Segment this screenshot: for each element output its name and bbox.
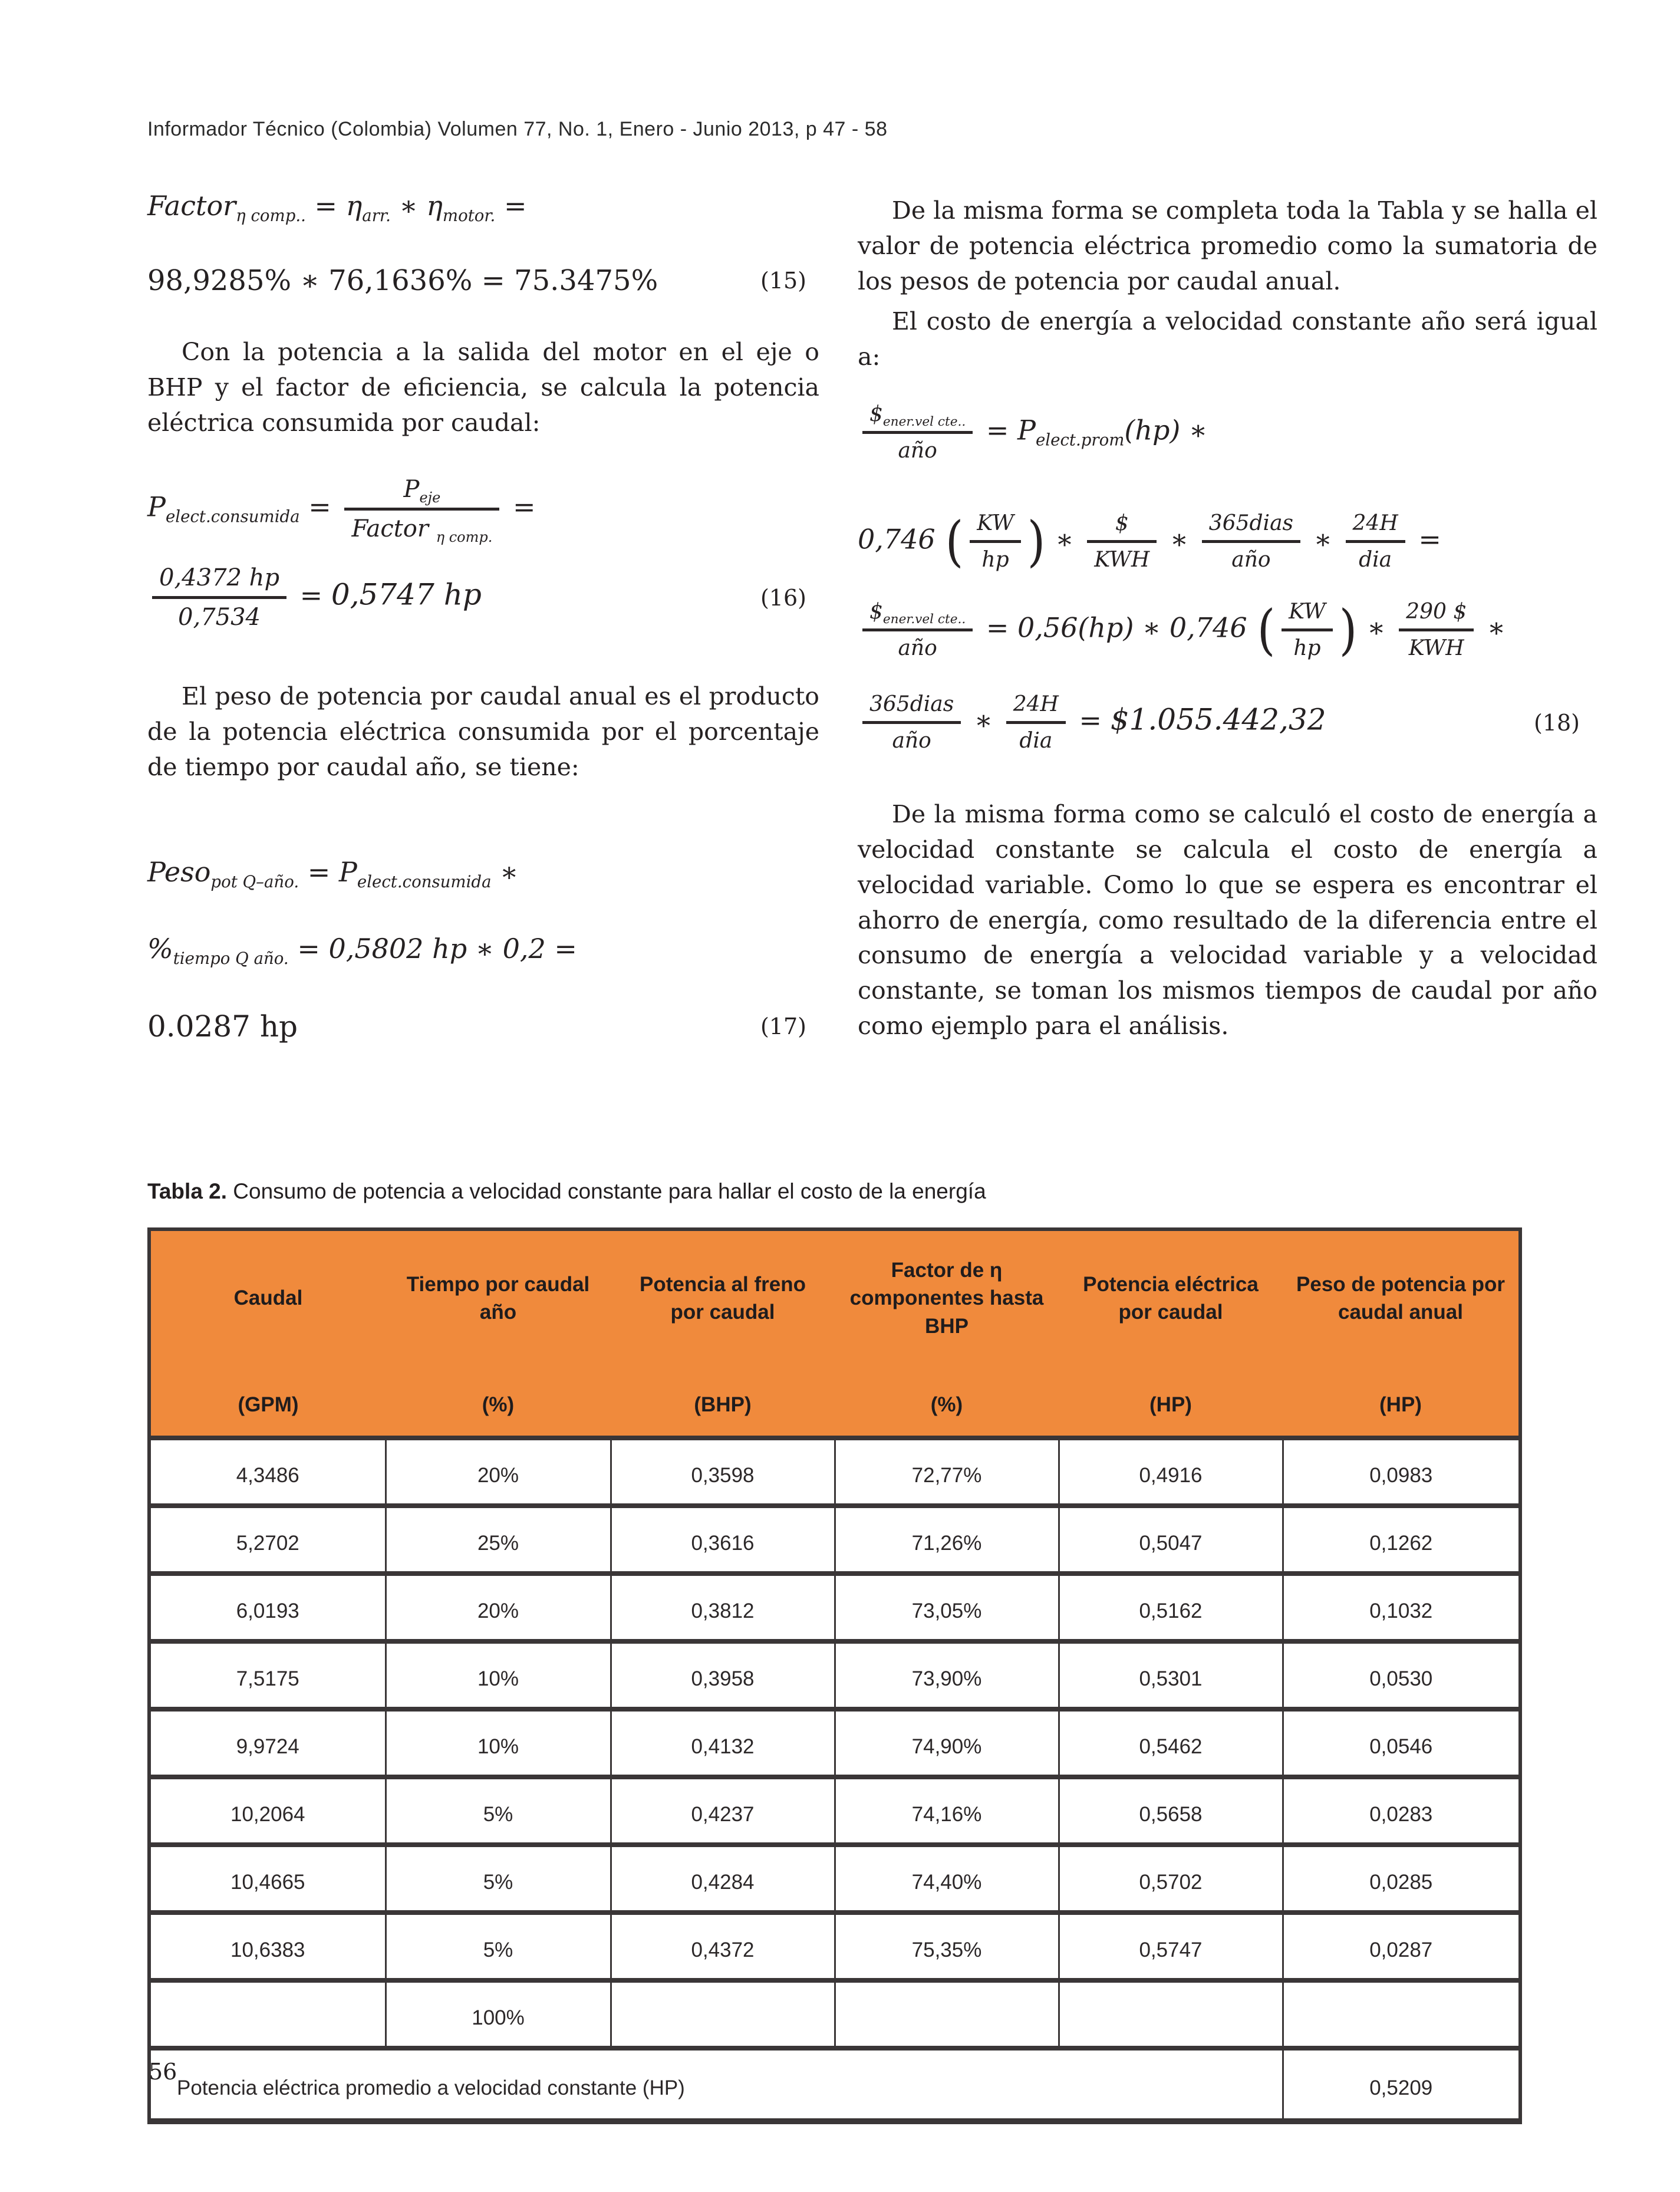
formula-term: P (147, 491, 166, 523)
equation-18-line3 (858, 598, 1597, 661)
fraction-denominator: año (898, 439, 937, 463)
left-parenthesis: ( (1257, 598, 1276, 661)
table-header-units-row (149, 1357, 1520, 1438)
fraction-denominator: año (892, 729, 931, 753)
fraction-numerator: $ (1087, 510, 1157, 543)
table-cell: 5,2702 (149, 1506, 386, 1574)
formula-subscript: η comp. (436, 529, 493, 545)
fraction (152, 563, 286, 632)
table-cell: 6,0193 (149, 1574, 386, 1641)
equals-sign: = (299, 856, 339, 888)
equation-number-16: (16) (760, 584, 806, 611)
formula-coefficient: 0,746 (858, 523, 944, 555)
column-header-potencia-freno: Potencia al freno por caudal (611, 1229, 835, 1357)
formula-term: Factor (147, 190, 236, 222)
table-cell: 5% (386, 1845, 611, 1913)
table-cell: 0,5047 (1059, 1506, 1283, 1574)
column-header-tiempo: Tiempo por caudal año (386, 1229, 611, 1357)
column-header-factor: Factor de η componentes hasta BHP (835, 1229, 1059, 1357)
table-cell (835, 1980, 1059, 2048)
equation-15-line1 (147, 190, 819, 226)
table-row (149, 1438, 1520, 1506)
fraction-numerator: 24H (1346, 510, 1405, 543)
equals-sign: = (495, 190, 527, 222)
multiply-sign: ∗ (390, 190, 427, 222)
table-cell: 0,3812 (611, 1574, 835, 1641)
multiply-sign: ∗ (1478, 611, 1506, 644)
equation-17-line1 (147, 856, 819, 892)
table-title-text: Consumo de potencia a velocidad constante para hallar el costo de la energía (227, 1179, 986, 1203)
table-cell: 0,0546 (1283, 1709, 1520, 1777)
paragraph-left-2: El peso de potencia por caudal anual es el producto de la potencia eléctrica consumida por el porcentaje de tiempo por caudal año, se tiene: (147, 682, 819, 781)
table-cell: 0,4372 (611, 1913, 835, 1980)
table-cell: 10% (386, 1641, 611, 1709)
column-unit: (HP) (1059, 1357, 1283, 1438)
table-body (149, 1438, 1520, 2121)
fraction-numerator: KW (1282, 598, 1333, 631)
column-unit: (HP) (1283, 1357, 1520, 1438)
formula-result: 0,5747 hp (331, 577, 482, 612)
formula-subscript: eje (419, 489, 441, 506)
table-summary-row (149, 2048, 1520, 2121)
fraction (1399, 598, 1474, 661)
table-cell: 74,90% (835, 1709, 1059, 1777)
formula-term: P (1017, 414, 1036, 446)
formula-subscript: elect.consumida (357, 872, 492, 892)
equation-number-15: (15) (760, 268, 806, 294)
table-title (147, 1179, 1518, 1204)
table-cell: 20% (386, 1438, 611, 1506)
column-unit: (BHP) (611, 1357, 835, 1438)
formula-values: 98,9285% ∗ 76,1636% = 75.3475% (147, 264, 658, 297)
table-cell: 0,5462 (1059, 1709, 1283, 1777)
formula-subscript: ener.vel cte.. (882, 414, 966, 430)
formula-subscript: motor. (442, 206, 496, 226)
equation-number-18: (18) (1533, 709, 1580, 736)
left-parenthesis: ( (946, 509, 964, 573)
fraction-denominator: 0,7534 (178, 604, 261, 631)
table-row (149, 1574, 1520, 1641)
table-cell: 0,0287 (1283, 1913, 1520, 1980)
table-cell: 10,4665 (149, 1845, 386, 1913)
equation-17-line3 (147, 1009, 806, 1044)
formula-term: (hp) ∗ (1124, 414, 1208, 446)
formula-values (147, 563, 482, 632)
fraction-denominator: hp (981, 548, 1009, 572)
formula-result: $1.055.442,32 (1110, 702, 1326, 737)
table-cell: 0,3958 (611, 1641, 835, 1709)
table-cell: 25% (386, 1506, 611, 1574)
formula-subscript: arr. (362, 206, 391, 226)
equation-17-line2 (147, 933, 819, 969)
table-cell (611, 1980, 835, 2048)
tabla-2 (147, 1227, 1522, 2124)
table-cell: 0,5747 (1059, 1913, 1283, 1980)
equation-18-line1 (858, 401, 1597, 464)
fraction-denominator: dia (1359, 548, 1392, 572)
table-cell: 0,5658 (1059, 1777, 1283, 1845)
equation-16-line1 (147, 475, 819, 544)
journal-header: Informador Técnico (Colombia) Volumen 77, No. 1, Enero - Junio 2013, p 47 - 58 (147, 118, 888, 140)
table-cell: 72,77% (835, 1438, 1059, 1506)
formula-term: P (338, 856, 357, 888)
equals-sign: = (299, 491, 340, 523)
formula-subscript: η comp.. (236, 206, 306, 226)
formula-term: η (345, 190, 363, 222)
table-cell: 0,4237 (611, 1777, 835, 1845)
column-unit: (%) (386, 1357, 611, 1438)
right-parenthesis: ) (1339, 598, 1357, 661)
table-cell (1283, 1980, 1520, 2048)
equation-18-line4 (858, 691, 1580, 754)
table-cell: 20% (386, 1574, 611, 1641)
table-row (149, 1709, 1520, 1777)
table-header (149, 1229, 1520, 1438)
equals-sign: = (1070, 704, 1111, 736)
table-cell: 73,90% (835, 1641, 1059, 1709)
fraction-denominator: KWH (1408, 636, 1464, 660)
paragraph-right-3: De la misma forma como se calculó el costo de energía a velocidad constante se calcula el costo de energía a velocidad variable. Como lo que se espera es encontrar el ahorro de energía, como resultado de la diferencia entre el consumo de energía a velocidad variable y a velocidad constante, se toman los mismos tiempos de caudal por año como ejemplo para el análisis. (858, 800, 1597, 1041)
table-title-label: Tabla 2. (147, 1179, 228, 1203)
table-row (149, 1913, 1520, 1980)
table-cell: 71,26% (835, 1506, 1059, 1574)
table-cell: 0,4132 (611, 1709, 835, 1777)
equation-number-17: (17) (760, 1013, 806, 1039)
equals-sign: = (291, 579, 331, 611)
multiply-sign: ∗ (1305, 523, 1341, 555)
equals-sign: = (1409, 523, 1441, 555)
equation-16-line2 (147, 563, 806, 632)
table-cell: 0,0283 (1283, 1777, 1520, 1845)
table-cell: 10,6383 (149, 1913, 386, 1980)
fraction-numerator: 0,4372 hp (152, 563, 286, 599)
column-unit: (GPM) (149, 1357, 386, 1438)
table-cell: 10% (386, 1709, 611, 1777)
fraction (970, 510, 1021, 573)
formula-values (858, 691, 1326, 754)
fraction (1346, 510, 1405, 573)
table-cell: 0,0530 (1283, 1641, 1520, 1709)
formula-term: Peso (147, 856, 211, 888)
formula-subscript: elect.prom (1035, 430, 1125, 450)
table-cell: 74,40% (835, 1845, 1059, 1913)
table-cell: 0,1032 (1283, 1574, 1520, 1641)
multiply-sign: ∗ (1161, 523, 1197, 555)
formula-term: % (147, 933, 173, 965)
column-unit: (%) (835, 1357, 1059, 1438)
formula-result: 0.0287 hp (147, 1009, 298, 1044)
table-total-row (149, 1980, 1520, 2048)
table-cell: 7,5175 (149, 1641, 386, 1709)
summary-value: 0,5209 (1283, 2048, 1520, 2121)
page-number: 56 (149, 2059, 177, 2085)
multiply-sign: ∗ (1358, 611, 1395, 644)
table-row (149, 1506, 1520, 1574)
equals-sign: = (977, 414, 1018, 446)
table-cell: 0,3598 (611, 1438, 835, 1506)
formula-subscript: tiempo Q año. (173, 949, 289, 969)
equals-sign: = (504, 491, 536, 523)
right-parenthesis: ) (1027, 509, 1046, 573)
fraction-numerator: P (403, 476, 420, 503)
equals-sign: = (305, 190, 346, 222)
table-cell: 5% (386, 1913, 611, 1980)
paragraph-left-1: Con la potencia a la salida del motor en el eje o BHP y el factor de eficiencia, se calcula la potencia eléctrica consumida por caudal: (147, 338, 819, 437)
formula-values: = 0,5802 hp ∗ 0,2 = (288, 933, 577, 965)
table-cell: 0,4284 (611, 1845, 835, 1913)
table-cell: 0,5301 (1059, 1641, 1283, 1709)
column-header-potencia-electrica: Potencia eléctrica por caudal (1059, 1229, 1283, 1357)
fraction-numerator: KW (970, 510, 1021, 543)
fraction (1282, 598, 1333, 661)
fraction-denominator: Factor (351, 515, 436, 542)
table-cell: 0,3616 (611, 1506, 835, 1574)
fraction-numerator: $ (869, 600, 883, 624)
table-cell (1059, 1980, 1283, 2048)
fraction-numerator: 365dias (1202, 510, 1300, 543)
table-cell-total-percent: 100% (386, 1980, 611, 2048)
formula-subscript: pot Q–año. (210, 872, 299, 892)
fraction (344, 475, 499, 544)
multiply-sign: ∗ (1046, 523, 1083, 555)
table-cell: 0,5162 (1059, 1574, 1283, 1641)
formula-values: = 0,56(hp) ∗ 0,746 (977, 611, 1256, 644)
fraction-denominator: KWH (1094, 548, 1150, 572)
fraction (1087, 510, 1157, 573)
column-header-peso: Peso de potencia por caudal anual (1283, 1229, 1520, 1357)
table-cell: 10,2064 (149, 1777, 386, 1845)
table-cell: 75,35% (835, 1913, 1059, 1980)
fraction-numerator: 24H (1006, 691, 1066, 724)
multiply-sign: ∗ (491, 856, 519, 888)
fraction (1006, 691, 1066, 754)
column-header-caudal: Caudal (149, 1229, 386, 1357)
paragraph-right-2: El costo de energía a velocidad constante año será igual a: (858, 307, 1597, 371)
equation-18-line2 (858, 510, 1597, 573)
table-cell: 4,3486 (149, 1438, 386, 1506)
table-cell: 0,0285 (1283, 1845, 1520, 1913)
fraction-numerator: 290 $ (1399, 598, 1474, 631)
table-row (149, 1641, 1520, 1709)
fraction (1202, 510, 1300, 573)
table-cell: 73,05% (835, 1574, 1059, 1641)
fraction-numerator: 365dias (862, 691, 961, 724)
table-row (149, 1845, 1520, 1913)
fraction-denominator: hp (1293, 636, 1321, 660)
table-row (149, 1777, 1520, 1845)
formula-subscript: ener.vel cte.. (882, 612, 966, 627)
formula-subscript: elect.consumida (165, 506, 300, 526)
table-cell: 9,9724 (149, 1709, 386, 1777)
table-cell: 0,4916 (1059, 1438, 1283, 1506)
fraction-numerator: $ (869, 402, 883, 426)
summary-label: Potencia eléctrica promedio a velocidad constante (HP) (149, 2048, 1283, 2121)
fraction (862, 691, 961, 754)
table-cell: 0,5702 (1059, 1845, 1283, 1913)
fraction (862, 598, 973, 661)
equation-15-line2 (147, 264, 806, 297)
paragraph-right-1: De la misma forma se completa toda la Tabla y se halla el valor de potencia eléctrica promedio como la sumatoria de los pesos de potencia por caudal anual. (858, 196, 1597, 295)
fraction-denominator: dia (1019, 729, 1053, 753)
table-header-names-row (149, 1229, 1520, 1357)
formula-term: η (426, 190, 443, 222)
table-cell: 74,16% (835, 1777, 1059, 1845)
table-cell: 0,1262 (1283, 1506, 1520, 1574)
fraction-denominator: año (1231, 548, 1271, 572)
fraction (862, 401, 973, 464)
table-cell: 5% (386, 1777, 611, 1845)
table-cell: 0,0983 (1283, 1438, 1520, 1506)
table-cell (149, 1980, 386, 2048)
fraction-denominator: año (898, 636, 937, 660)
multiply-sign: ∗ (966, 704, 1002, 736)
